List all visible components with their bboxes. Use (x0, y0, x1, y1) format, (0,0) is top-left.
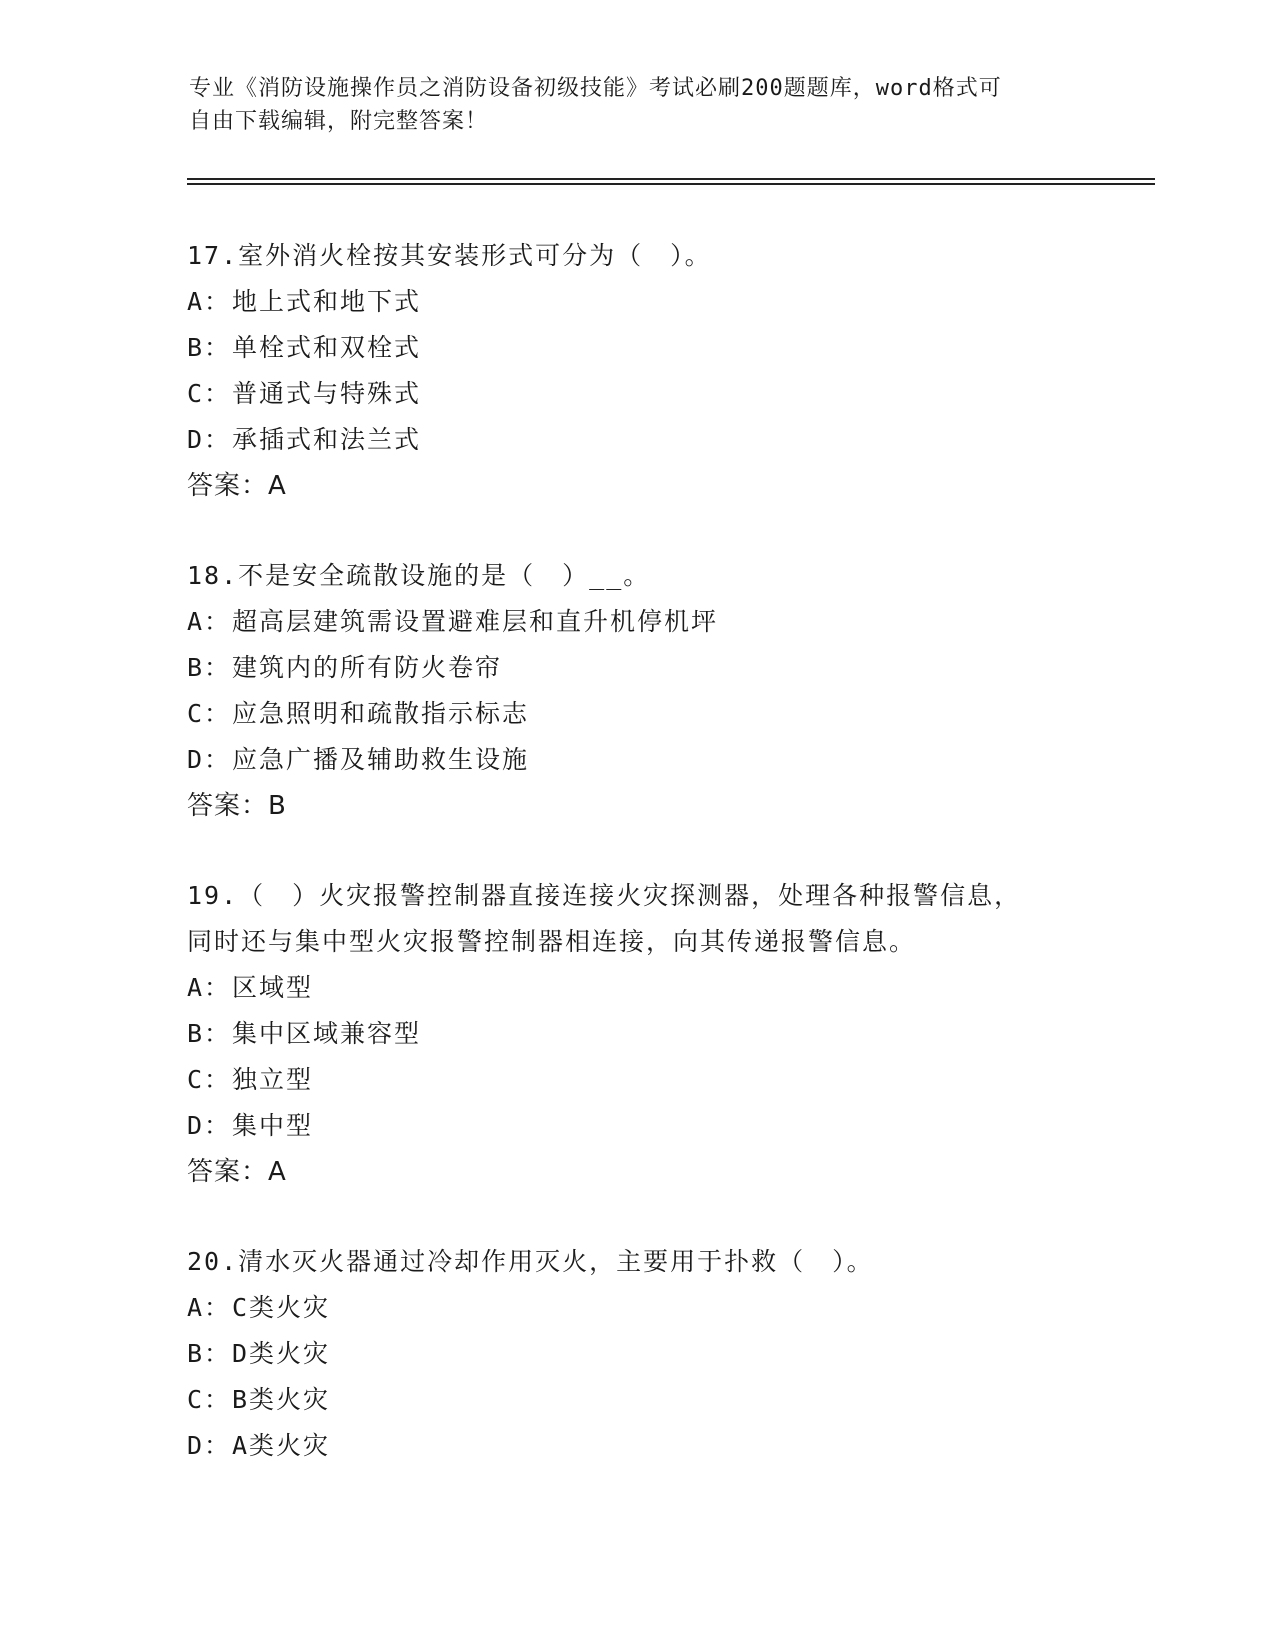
option-text: C类火灾 (232, 1293, 331, 1322)
header-line-1: 专业《消防设施操作员之消防设备初级技能》考试必刷200题题库，word格式可 (189, 76, 1002, 101)
option-letter: D： (187, 1111, 232, 1140)
option-letter: C： (187, 1065, 232, 1094)
header-divider-bottom (187, 183, 1155, 185)
option-letter: A： (187, 1293, 232, 1322)
option-letter: D： (187, 1431, 232, 1460)
answer: 答案：A (187, 1157, 287, 1187)
option-letter: A： (187, 607, 232, 636)
answer: 答案：B (187, 791, 287, 821)
option-text: B类火灾 (232, 1385, 331, 1414)
option-b (187, 1011, 1087, 1057)
option-text: 应急广播及辅助救生设施 (232, 745, 530, 774)
option-text: 独立型 (232, 1065, 314, 1094)
option-text: 区域型 (232, 973, 314, 1002)
option-letter: D： (187, 425, 232, 454)
option-text: 建筑内的所有防火卷帘 (232, 653, 503, 682)
option-letter: D： (187, 745, 232, 774)
option-d (187, 417, 1087, 463)
option-text: 应急照明和疏散指示标志 (232, 699, 530, 728)
question-19 (187, 873, 1087, 1195)
option-text: D类火灾 (232, 1339, 331, 1368)
option-c (187, 371, 1087, 417)
question-17 (187, 233, 1087, 509)
option-b (187, 1331, 1087, 1377)
option-letter: B： (187, 333, 232, 362)
question-stem: 20.清水灭火器通过冷却作用灭火，主要用于扑救（ ）。 (187, 1247, 874, 1276)
option-text: 超高层建筑需设置避难层和直升机停机坪 (232, 607, 719, 636)
option-text: 集中区域兼容型 (232, 1019, 422, 1048)
option-c (187, 1057, 1087, 1103)
option-text: 地上式和地下式 (232, 287, 422, 316)
option-letter: C： (187, 699, 232, 728)
option-a (187, 279, 1087, 325)
question-18 (187, 553, 1087, 829)
option-a (187, 599, 1087, 645)
option-text: 单栓式和双栓式 (232, 333, 422, 362)
option-d (187, 737, 1087, 783)
option-letter: B： (187, 1019, 232, 1048)
option-letter: B： (187, 653, 232, 682)
document-header (189, 72, 1069, 138)
option-letter: A： (187, 973, 232, 1002)
option-text: 承插式和法兰式 (232, 425, 422, 454)
option-d (187, 1103, 1087, 1149)
question-stem-line-2: 同时还与集中型火灾报警控制器相连接，向其传递报警信息。 (187, 927, 917, 956)
option-b (187, 645, 1087, 691)
option-text: A类火灾 (232, 1431, 331, 1460)
question-stem: 17.室外消火栓按其安装形式可分为（ ）。 (187, 241, 712, 270)
option-letter: C： (187, 1385, 232, 1414)
option-c (187, 1377, 1087, 1423)
option-d (187, 1423, 1087, 1469)
question-stem-line-1: 19.（ ）火灾报警控制器直接连接火灾探测器，处理各种报警信息， (187, 881, 1022, 910)
header-divider-top (187, 178, 1155, 180)
option-text: 普通式与特殊式 (232, 379, 422, 408)
answer: 答案：A (187, 471, 287, 501)
option-b (187, 325, 1087, 371)
option-text: 集中型 (232, 1111, 314, 1140)
option-letter: C： (187, 379, 232, 408)
header-line-2: 自由下载编辑，附完整答案！ (189, 109, 489, 134)
question-20 (187, 1239, 1087, 1469)
option-letter: B： (187, 1339, 232, 1368)
option-letter: A： (187, 287, 232, 316)
option-a (187, 1285, 1087, 1331)
option-c (187, 691, 1087, 737)
question-stem: 18.不是安全疏散设施的是（ ）__。 (187, 561, 651, 590)
option-a (187, 965, 1087, 1011)
